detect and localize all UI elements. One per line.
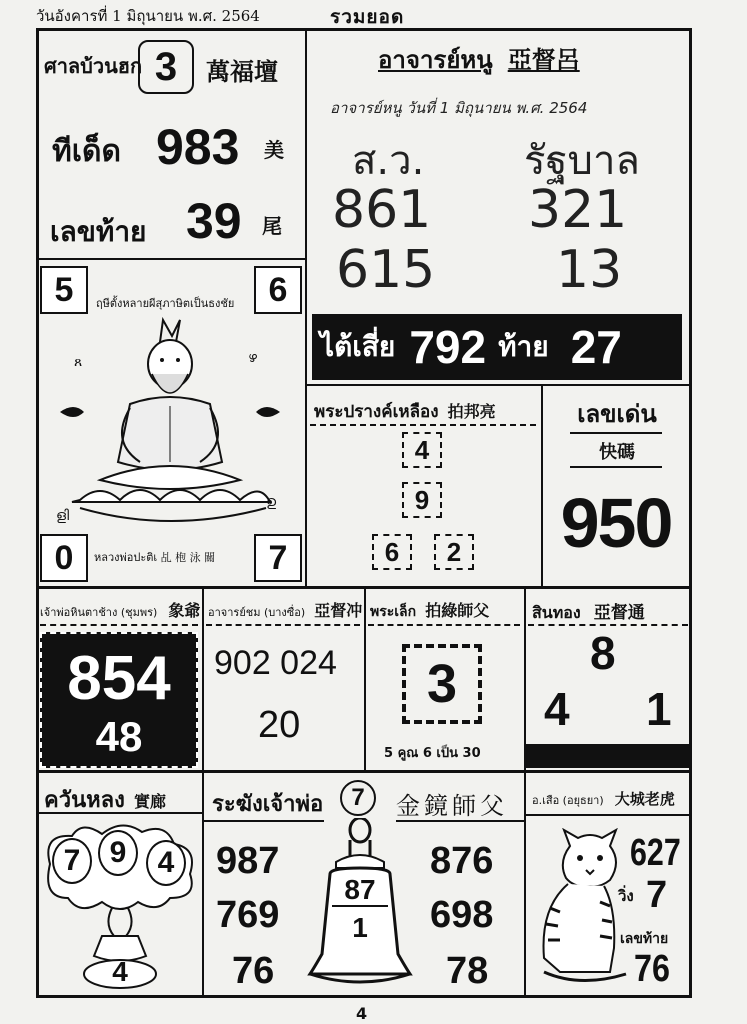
p4-title-text: พระปรางค์เหลือง <box>314 402 439 422</box>
p2-band-num2: 27 <box>570 321 622 373</box>
r3c2-title-ch: 亞督冲 <box>314 601 363 620</box>
r3c4-right: 1 <box>646 683 672 735</box>
header-brand: รวมยอด <box>330 6 405 28</box>
p2-b1: 321 <box>528 180 628 240</box>
p2-col1-head: ส.ว. <box>352 138 425 184</box>
p2-col2-head: รัฐบาล <box>524 138 640 184</box>
divider <box>310 424 536 426</box>
p1-name: ศาลบ้วนฮก <box>44 54 143 78</box>
p1-row1-ch: 美 <box>264 138 284 162</box>
p4-n2: 9 <box>414 484 430 515</box>
r4c2-r2: 698 <box>430 894 494 936</box>
r4c1-n1: 7 <box>63 844 81 877</box>
p1-row1-label: ทีเด็ด <box>52 134 121 169</box>
p5-title: เลขเด่น <box>577 400 657 428</box>
r4c1-n2: 9 <box>109 836 127 869</box>
p2-a1: 861 <box>332 180 432 240</box>
r4c2-l3: 76 <box>232 950 275 992</box>
r4c2-r1: 876 <box>430 840 494 882</box>
p2-band-num1: 792 <box>409 321 487 373</box>
r3c2-title-text: อาจารย์ชม (บางซื่อ) <box>208 606 306 619</box>
p3-bl: 0 <box>54 538 74 577</box>
r3c4-title-ch: 亞督通 <box>593 603 645 623</box>
p2-subtitle: อาจารย์หนู วันที่ 1 มิถุนายน พ.ศ. 2564 <box>330 99 588 117</box>
p2-band-label2: ท้าย <box>498 330 549 363</box>
p4-title <box>314 398 496 425</box>
p1-chinese: 萬福壇 <box>206 57 278 86</box>
p3-mark1: ጸ <box>74 354 83 370</box>
r4c2-ch: 金鏡師父 <box>396 792 508 820</box>
r3c4-top: 8 <box>590 627 616 679</box>
p1-num: 3 <box>154 45 178 89</box>
r4c1-title-ch: 實廊 <box>133 792 166 811</box>
p1-row2-label: เลขท้าย <box>50 215 147 248</box>
p4-n2-box <box>402 482 442 518</box>
p3-tl: 5 <box>54 270 74 309</box>
r3c4-left: 4 <box>544 683 570 735</box>
r3c2-title <box>208 598 362 621</box>
p4-title-ch: 拍邦亮 <box>447 402 496 421</box>
divider <box>202 586 204 998</box>
r4c2-circle-num: 7 <box>351 784 365 811</box>
p4-n1: 4 <box>414 434 430 465</box>
r3c4-band <box>526 744 690 768</box>
p3-br: 7 <box>268 538 288 577</box>
divider <box>364 586 366 770</box>
p2-title-text: อาจารย์หนู <box>378 46 493 74</box>
page-number: 4 <box>356 1004 368 1023</box>
r4c1-title-text: ควันหลง <box>44 788 125 813</box>
r4c3-label2: วิ่ง <box>618 887 634 905</box>
p3-footer: หลวงพ่อปะติเ 乩 枹 泳 關 <box>94 551 216 564</box>
r3c1-panel <box>40 632 198 768</box>
r3c4-title <box>532 598 645 626</box>
p3-mark2: ഴ <box>248 350 257 366</box>
p3-br-box <box>254 534 302 582</box>
divider <box>541 384 543 586</box>
p3-tr: 6 <box>268 270 288 309</box>
divider <box>524 586 526 998</box>
r3c3-title-ch: 拍綠師父 <box>425 601 490 620</box>
divider <box>570 466 662 468</box>
p4-n3-box <box>372 534 412 570</box>
divider <box>206 624 360 626</box>
p1-num-badge <box>138 40 194 94</box>
r4c2-l1: 987 <box>216 840 280 882</box>
r4c3-title-ch: 大城老虎 <box>614 790 675 808</box>
r3c1-title-ch: 象爺 <box>168 601 201 620</box>
p2-b2: 13 <box>556 240 623 300</box>
r4c3-n1: 627 <box>630 832 681 874</box>
p3-mark3: ളി <box>56 508 70 524</box>
r4c2-circle <box>340 780 376 816</box>
p2-band-label1: ไต้เสี่ย <box>320 330 396 363</box>
p1-row1-num: 983 <box>156 119 240 175</box>
p2-a2: 615 <box>336 240 436 300</box>
r4c2-title: ระฆังเจ้าพ่อ <box>212 792 324 817</box>
divider <box>528 624 688 626</box>
r3c3-title-text: พระเล็ก <box>370 604 417 620</box>
r3c3-title <box>370 598 489 623</box>
r4c2-bell-bot: 1 <box>352 912 368 943</box>
p3-tl-box <box>40 266 88 314</box>
r4c3-n3: 76 <box>634 948 670 990</box>
tiger-illustration <box>530 828 630 988</box>
r4c3-label3: เลขท้าย <box>620 931 669 947</box>
r3c3-note: 5 คูณ 6 เป็น 30 <box>384 746 481 761</box>
p3-tr-box <box>254 266 302 314</box>
p4-n4-box <box>434 534 474 570</box>
r4c1-n2-circle <box>98 830 138 876</box>
r3c4-title-text: สินทอง <box>532 603 581 622</box>
divider <box>36 812 202 814</box>
r3c1-num2: 48 <box>95 713 143 760</box>
r4c3-title-text: อ.เสือ (อยุธยา) <box>532 794 604 807</box>
p2-title <box>378 40 580 79</box>
divider <box>368 624 520 626</box>
r4c3-title <box>532 788 675 809</box>
r4c2-r3: 78 <box>446 950 489 992</box>
r4c3-n2: 7 <box>646 874 668 916</box>
divider <box>36 258 306 260</box>
r4c1-n3: 4 <box>157 846 175 879</box>
r4c2-bell-top: 87 <box>344 874 376 905</box>
r3c1-num1: 854 <box>67 644 171 713</box>
p2-band <box>312 314 682 380</box>
p5-num: 950 <box>560 484 672 562</box>
p3-mark4: ഉ <box>266 494 277 510</box>
r3c1-title <box>40 598 200 621</box>
divider <box>305 28 307 586</box>
divider <box>524 814 692 816</box>
p4-n4: 2 <box>446 536 462 567</box>
divider <box>570 432 662 434</box>
r4c1-n4-text: 4 <box>112 956 128 987</box>
p1-row2-num: 39 <box>186 193 242 249</box>
r4c1-n3-circle <box>146 840 186 886</box>
r3c1-title-text: เจ้าพ่อหินตาช้าง (ชุมพร) <box>40 606 158 619</box>
divider <box>40 624 198 626</box>
p1-row2-ch: 尾 <box>262 214 282 238</box>
p3-caption: ฤษีตั้งหลายผีสุภาษิตเป็นธงชัย <box>96 297 235 310</box>
p2-title-ch: 亞督呂 <box>507 46 580 74</box>
divider <box>36 770 692 773</box>
header-date: วันอังคารที่ 1 มิถุนายน พ.ศ. 2564 <box>36 7 260 25</box>
hermit-illustration <box>60 312 280 534</box>
divider <box>396 820 524 822</box>
p3-bl-box <box>40 534 88 582</box>
r3c3-num: 3 <box>426 654 458 714</box>
r3c2-num1: 902 024 <box>214 644 337 682</box>
p5-sub: 快碼 <box>599 442 635 463</box>
p4-n3: 6 <box>384 536 400 567</box>
r4c1-n4 <box>90 958 150 986</box>
r4c2-l2: 769 <box>216 894 280 936</box>
r3c3-num-box <box>402 644 482 724</box>
r3c2-num2: 20 <box>258 704 301 746</box>
divider <box>305 384 692 386</box>
r4c1-n1-circle <box>52 838 92 884</box>
p4-n1-box <box>402 432 442 468</box>
